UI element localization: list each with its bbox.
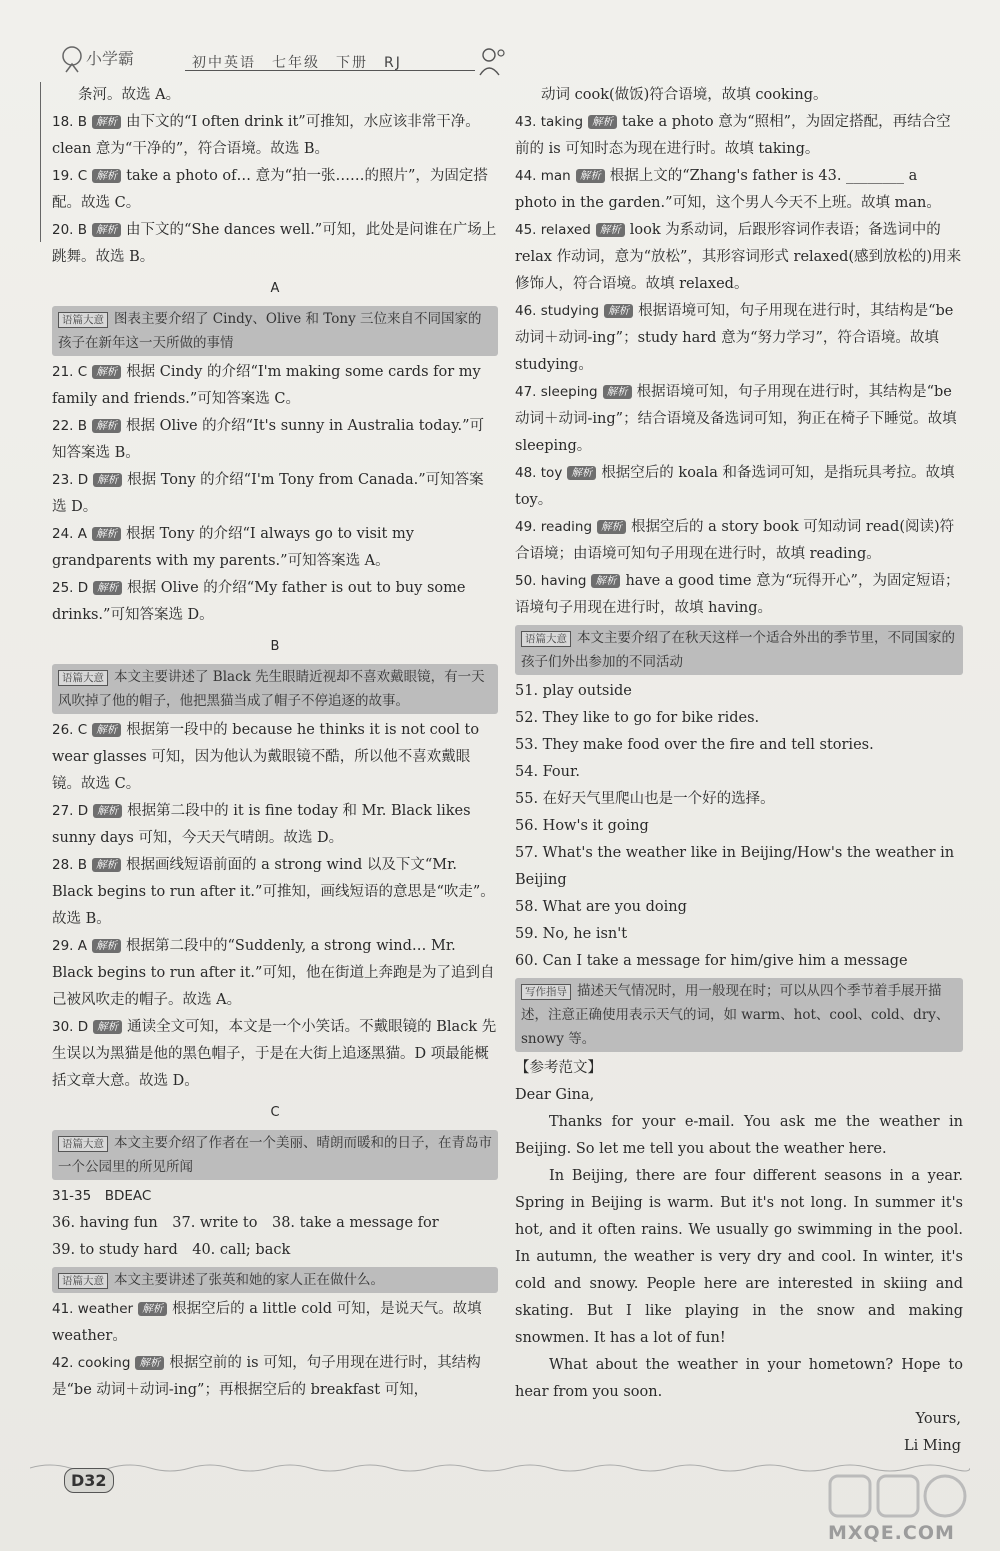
explanation: have a good time 意为“玩得开心”，为固定短语；语境句子用现在进行时，故填 having。 <box>515 573 960 616</box>
analysis-tag: 解析 <box>92 365 121 379</box>
explanation: 根据空后的 koala 和备选词可知，是指玩具考拉。故填 toy。 <box>515 465 955 508</box>
continuation-text: 条河。故选 A。 <box>78 87 181 103</box>
answer-56: 56. How's it going <box>515 818 649 834</box>
answer-44 <box>515 163 963 217</box>
summary-text: 本文主要介绍了在秋天这样一个适合外出的季节里，不同国家的孩子们外出参加的不同活动 <box>521 630 955 670</box>
analysis-tag: 解析 <box>596 223 625 237</box>
brand-logo <box>60 42 170 74</box>
left-column <box>52 82 498 1404</box>
answer-number: 46. studying <box>515 303 600 319</box>
passage-summary <box>52 1267 498 1293</box>
sample-essay <box>515 1055 963 1460</box>
answer-48 <box>515 460 963 514</box>
analysis-tag: 解析 <box>92 723 121 737</box>
section-heading: C <box>270 1105 280 1120</box>
watermark-text: MXQE.COM <box>828 1522 955 1544</box>
explanation: 根据 Tony 的介绍“I'm Tony from Canada.”可知答案选 D。 <box>52 472 484 515</box>
analysis-tag: 解析 <box>588 115 617 129</box>
answer-30 <box>52 1014 498 1095</box>
explanation: take a photo 意为“照相”，为固定搭配，再结合空前的 is 可知时态为现在进行时。故填 taking。 <box>515 114 951 157</box>
answer-46 <box>515 298 963 379</box>
explanation: 根据语境可知，句子用现在进行时，其结构是“be 动词＋动词-ing”；study hard 意为“努力学习”，符合语境。故填 studying。 <box>515 303 954 373</box>
explanation: 根据空后的 a little cold 可知，是说天气。故填 weather。 <box>52 1301 482 1344</box>
answer-number: 22. B <box>52 418 88 434</box>
answer-number: 49. reading <box>515 519 593 535</box>
answer-number: 45. relaxed <box>515 222 591 238</box>
summary-text: 本文主要介绍了作者在一个美丽、晴朗而暖和的日子，在青岛市一个公园里的所见所闻 <box>58 1135 492 1175</box>
analysis-tag: 解析 <box>93 581 122 595</box>
answer-25 <box>52 575 498 629</box>
summary-tag: 语篇大意 <box>58 312 108 328</box>
summary-tag: 语篇大意 <box>58 1273 108 1289</box>
mascot-icon <box>475 45 509 79</box>
passage-summary <box>52 1130 498 1180</box>
essay-closing: Yours, <box>915 1411 961 1427</box>
explanation: 由下文的“She dances well.”可知，此处是问谁在广场上跳舞。故选 B。 <box>52 222 497 265</box>
explanation: 通读全文可知，本文是一个小笑话。不戴眼镜的 Black 先生误以为黑猫是他的黑色帽子，于是在大街上追逐黑猫。D 项最能概括文章大意。故选 D。 <box>52 1019 497 1089</box>
answer-24 <box>52 521 498 575</box>
answer-47 <box>515 379 963 460</box>
explanation: look 为系动词，后跟形容词作表语；备选词中的 relax 作动词，意为“放松”，其形容词形式 relaxed(感到放松的)用来修饰人，符合语境。故填 relaxed。 <box>515 222 962 292</box>
answers-31-35: 31-35 BDEAC <box>52 1188 152 1204</box>
summary-text: 图表主要介绍了 Cindy、Olive 和 Tony 三位来自不同国家的孩子在新年这一天所做的事情 <box>58 311 482 351</box>
summary-tag: 语篇大意 <box>58 1136 108 1152</box>
analysis-tag: 解析 <box>567 466 596 480</box>
page-number <box>64 1468 114 1493</box>
continuation-text: 动词 cook(做饭)符合语境，故填 cooking。 <box>541 87 828 103</box>
page-number-label: D32 <box>64 1468 114 1493</box>
answer-29 <box>52 933 498 1014</box>
answer-number: 44. man <box>515 168 571 184</box>
answer-18 <box>52 109 498 163</box>
essay-signature: Li Ming <box>904 1438 961 1454</box>
answer-57: 57. What's the weather like in Beijing/How's the weather in Beijing <box>515 845 955 888</box>
explanation: 根据语境可知，句子用现在进行时，其结构是“be 动词＋动词-ing”；结合语境及备选词可知，狗正在椅子下睡觉。故填 sleeping。 <box>515 384 957 454</box>
explanation: 根据第二段中的“Suddenly, a strong wind… Mr. Black begins to run after it.”可知，他在街道上奔跑是为了追到自己被风吹走的帽子。故选 A。 <box>52 938 495 1008</box>
answer-number: 25. D <box>52 580 89 596</box>
answer-number: 26. C <box>52 722 88 738</box>
answer-23 <box>52 467 498 521</box>
explanation: 根据 Olive 的介绍“It's sunny in Australia today.”可知答案选 B。 <box>52 418 484 461</box>
essay-greeting: Dear Gina, <box>515 1087 595 1103</box>
subject-label: 初中英语 七年级 下册 RJ <box>192 55 402 71</box>
answer-number: 28. B <box>52 857 88 873</box>
passage-summary <box>515 625 963 675</box>
answer-54: 54. Four. <box>515 764 580 780</box>
analysis-tag: 解析 <box>92 858 121 872</box>
answer-number: 18. B <box>52 114 88 130</box>
analysis-tag: 解析 <box>591 574 620 588</box>
explanation: 由下文的“I often drink it”可推知，水应该非常干净。clean 意为“干净的”，符合语境。故选 B。 <box>52 114 480 157</box>
answer-59: 59. No, he isn't <box>515 926 628 942</box>
analysis-tag: 解析 <box>92 169 121 183</box>
answer-58: 58. What are you doing <box>515 899 687 915</box>
summary-tag: 语篇大意 <box>521 631 571 647</box>
right-column <box>515 82 963 1460</box>
essay-paragraph: What about the weather in your hometown? Hope to hear from you soon. <box>515 1357 963 1400</box>
explanation: 根据画线短语前面的 a strong wind 以及下文“Mr. Black begins to run after it.”可推知，画线短语的意思是“吹走”。故选 B。 <box>52 857 495 927</box>
explanation: take a photo of… 意为“拍一张……的照片”，为固定搭配。故选 C。 <box>52 168 488 211</box>
answers-39-40: 39. to study hard 40. call; back <box>52 1242 291 1258</box>
summary-tag: 语篇大意 <box>58 670 108 686</box>
answer-50 <box>515 568 963 622</box>
explanation: 根据空后的 a story book 可知动词 read(阅读)符合语境；由语境可知句子用现在进行时，故填 reading。 <box>515 519 955 562</box>
essay-paragraph: Thanks for your e-mail. You ask me the weather in Beijing. So let me tell you about the weather here. <box>515 1114 963 1157</box>
answer-22 <box>52 413 498 467</box>
analysis-tag: 解析 <box>138 1302 167 1316</box>
answer-52: 52. They like to go for bike rides. <box>515 710 760 726</box>
summary-text: 本文主要讲述了 Black 先生眼睛近视却不喜欢戴眼镜，有一天风吹掉了他的帽子，他把黑猫当成了帽子不停追逐的故事。 <box>58 669 485 709</box>
header-rule <box>185 70 475 71</box>
answer-number: 41. weather <box>52 1301 134 1317</box>
analysis-tag: 解析 <box>92 939 121 953</box>
writing-text: 描述天气情况时，用一般现在时；可以从四个季节着手展开描述，注意正确使用表示天气的词，如 warm、hot、cool、cold、dry、snowy 等。 <box>521 983 950 1047</box>
answers-36-38: 36. having fun 37. write to 38. take a message for <box>52 1215 439 1231</box>
answer-43 <box>515 109 963 163</box>
explanation: 根据上文的“Zhang's father is 43. ________ a photo in the garden.”可知，这个男人今天不上班。故填 man。 <box>515 168 941 211</box>
answer-number: 43. taking <box>515 114 584 130</box>
answer-28 <box>52 852 498 933</box>
analysis-tag: 解析 <box>92 223 121 237</box>
answer-number: 47. sleeping <box>515 384 598 400</box>
analysis-tag: 解析 <box>603 385 632 399</box>
answer-51: 51. play outside <box>515 683 632 699</box>
answer-number: 48. toy <box>515 465 563 481</box>
writing-tag: 写作指导 <box>521 984 571 1000</box>
analysis-tag: 解析 <box>93 1020 122 1034</box>
answer-number: 42. cooking <box>52 1355 131 1371</box>
section-heading: A <box>270 281 280 296</box>
answer-number: 21. C <box>52 364 88 380</box>
answer-number: 19. C <box>52 168 88 184</box>
analysis-tag: 解析 <box>93 804 122 818</box>
analysis-tag: 解析 <box>597 520 626 534</box>
answer-number: 20. B <box>52 222 88 238</box>
analysis-tag: 解析 <box>92 419 121 433</box>
analysis-tag: 解析 <box>604 304 633 318</box>
explanation: 根据第二段中的 it is fine today 和 Mr. Black likes sunny days 可知，今天天气晴朗。故选 D。 <box>52 803 471 846</box>
explanation: 根据空前的 is 可知，句子用现在进行时，其结构是“be 动词＋动词-ing”；再根据空后的 breakfast 可知， <box>52 1355 481 1398</box>
answer-number: 27. D <box>52 803 89 819</box>
essay-title: 【参考范文】 <box>515 1060 602 1076</box>
answer-49 <box>515 514 963 568</box>
answer-45 <box>515 217 963 298</box>
answer-number: 30. D <box>52 1019 89 1035</box>
analysis-tag: 解析 <box>92 115 121 129</box>
answer-number: 23. D <box>52 472 89 488</box>
analysis-tag: 解析 <box>92 527 121 541</box>
answer-number: 29. A <box>52 938 87 954</box>
answer-60: 60. Can I take a message for him/give him a message <box>515 953 908 969</box>
answer-41 <box>52 1296 498 1350</box>
answer-number: 50. having <box>515 573 587 589</box>
passage-summary <box>52 664 498 714</box>
writing-guide <box>515 978 963 1052</box>
side-decoration <box>40 82 41 242</box>
explanation: 根据 Cindy 的介绍“I'm making some cards for my family and friends.”可知答案选 C。 <box>52 364 481 407</box>
answer-27 <box>52 798 498 852</box>
summary-text: 本文主要讲述了张英和她的家人正在做什么。 <box>114 1272 384 1288</box>
answer-19 <box>52 163 498 217</box>
explanation: 根据 Tony 的介绍“I always go to visit my grandparents with my parents.”可知答案选 A。 <box>52 526 414 569</box>
brand-name: 小学霸 <box>86 49 135 68</box>
answer-26 <box>52 717 498 798</box>
analysis-tag: 解析 <box>135 1356 164 1370</box>
passage-summary <box>52 306 498 356</box>
answer-21 <box>52 359 498 413</box>
section-heading: B <box>270 639 280 654</box>
analysis-tag: 解析 <box>93 473 122 487</box>
answer-42 <box>52 1350 498 1404</box>
essay-paragraph: In Beijing, there are four different seasons in a year. Spring in Beijing is warm. But it's not long. In summer it's hot, and it often rains. We usually go swimming in the pool. In autumn, the weather is very dry and cool. In winter, it's cold and snowy. People here are interested in skiing and skating. But I like playing in the snow and making snowmen. It has a lot of fun! <box>515 1168 963 1346</box>
analysis-tag: 解析 <box>576 169 605 183</box>
answer-55: 55. 在好天气里爬山也是一个好的选择。 <box>515 791 775 807</box>
answer-number: 24. A <box>52 526 87 542</box>
explanation: 根据 Olive 的介绍“My father is out to buy some drinks.”可知答案选 D。 <box>52 580 466 623</box>
answer-20 <box>52 217 498 271</box>
explanation: 根据第一段中的 because he thinks it is not cool to wear glasses 可知，因为他认为戴眼镜不酷，所以他不喜欢戴眼镜。故选 C。 <box>52 722 480 792</box>
answer-53: 53. They make food over the fire and tell stories. <box>515 737 874 753</box>
